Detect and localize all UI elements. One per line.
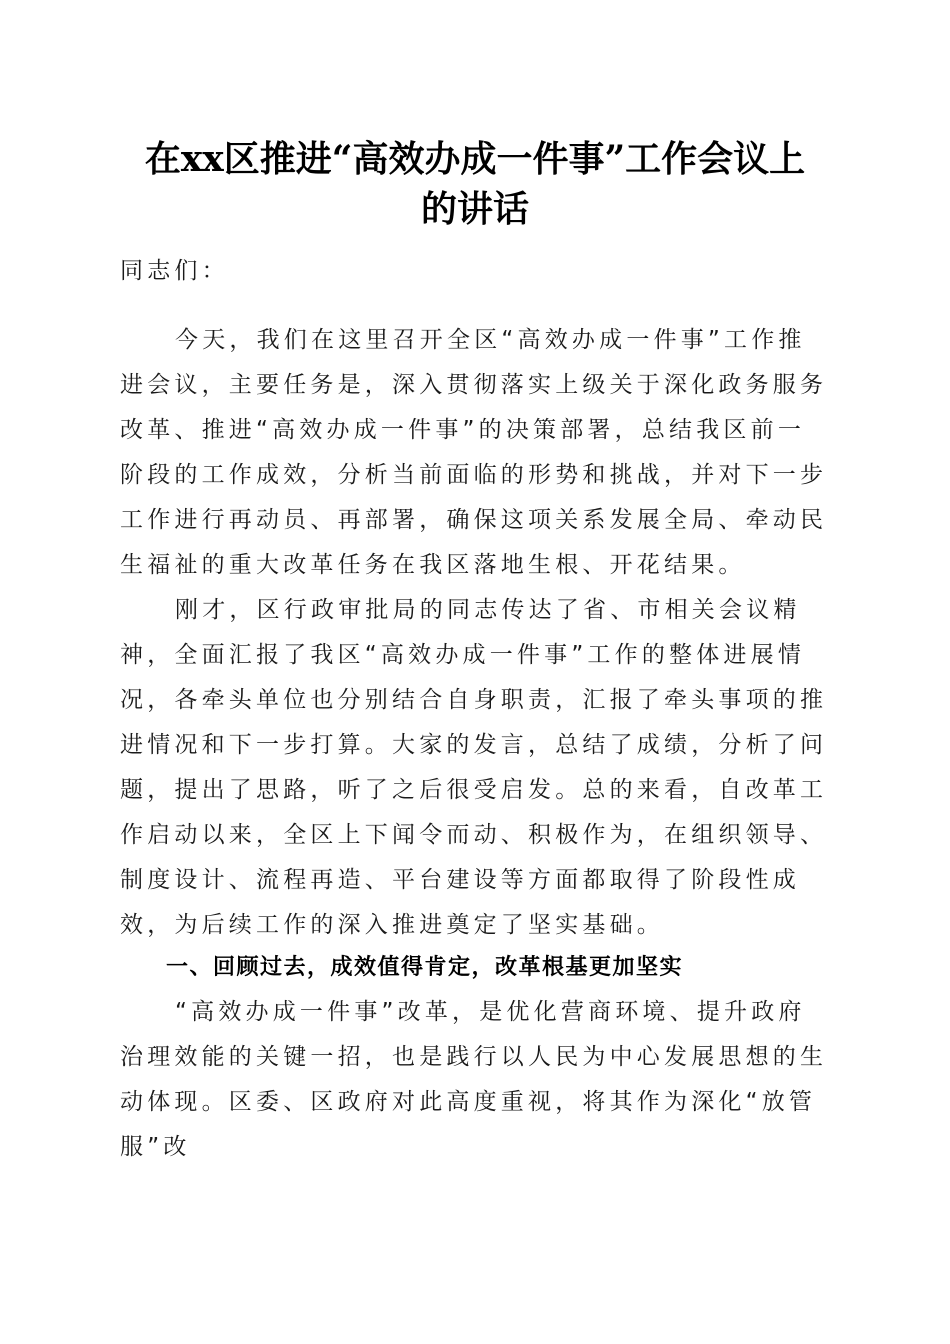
document-title [100,134,850,234]
paragraph-opening: 今天，我们在这里召开全区“高效办成一件事”工作推进会议，主要任务是，深入贯彻落实上级关于深化政务服务改革、推进“高效办成一件事”的决策部署，总结我区前一阶段的工作成效，分析当前面临的形势和挑战，并对下一步工作进行再动员、再部署，确保这项关系发展全局、牵动民生福祉的重大改革任务在我区落地生根、开花结果。 [120,327,828,578]
section-heading-1: 一、回顾过去，成效值得肯定，改革根基更加坚实 [166,955,684,980]
paragraph-summary: 刚才，区行政审批局的同志传达了省、市相关会议精神，全面汇报了我区“高效办成一件事”工作的整体进展情况，各牵头单位也分别结合自身职责，汇报了牵头事项的推进情况和下一步打算。大家的发言，总结了成绩，分析了问题，提出了思路，听了之后很受启发。总的来看，自改革工作启动以来，全区上下闻令而动、积极作为，在组织领导、制度设计、流程再造、平台建设等方面都取得了阶段性成效，为后续工作的深入推进奠定了坚实基础。 [120,597,828,938]
salutation: 同志们： [120,258,229,284]
title-line-1: 在xx区推进“高效办成一件事”工作会议上 [144,138,806,180]
section-1-paragraph: “高效办成一件事”改革，是优化营商环境、提升政府治理效能的关键一招，也是践行以人民为中心发展思想的生动体现。区委、区政府对此高度重视，将其作为深化“放管服”改 [120,999,828,1160]
title-line-2: 的讲话 [420,188,529,230]
